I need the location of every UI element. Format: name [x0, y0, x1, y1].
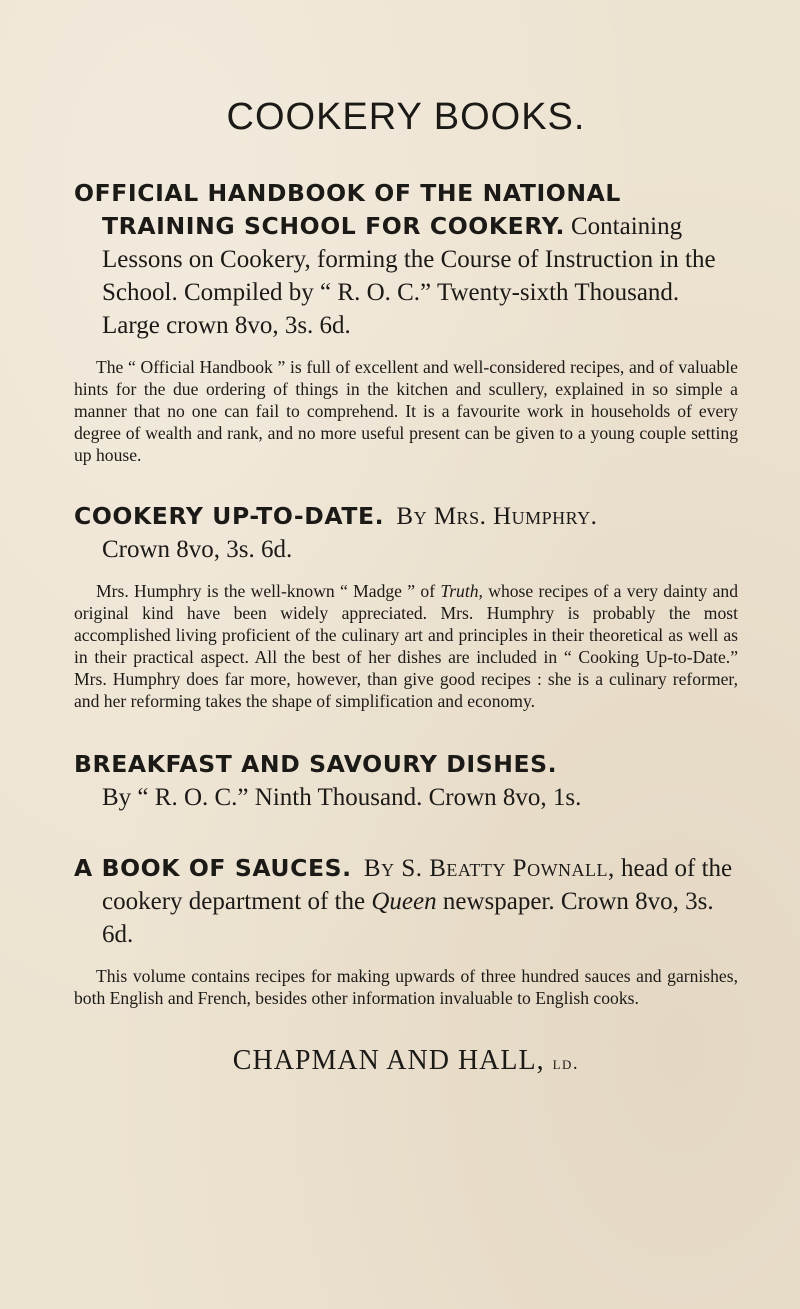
- entry-heading: [74, 748, 738, 814]
- entry-heading: [74, 852, 738, 951]
- review-text-start: Mrs. Humphry is the well-known “ Madge ” of: [96, 581, 441, 601]
- book-title: BREAKFAST AND SAVOURY DISHES.: [74, 750, 558, 778]
- book-author: By S. Beatty Pownall,: [363, 855, 615, 882]
- entry-heading: [74, 500, 738, 566]
- book-entry-cookery-up-to-date: [74, 500, 738, 712]
- book-description-end: newspaper. Crown 8vo, 3s. 6d.: [102, 888, 714, 948]
- review-publication-name: Truth,: [440, 581, 483, 601]
- book-author: By Mrs. Humphry.: [396, 503, 598, 530]
- entry-heading: [74, 177, 738, 342]
- publisher-name: CHAPMAN AND HALL,: [232, 1045, 545, 1076]
- book-title: OFFICIAL HANDBOOK OF THE NATIONAL TRAINING SCHOOL FOR COOKERY.: [74, 179, 622, 240]
- review-text-end: whose recipes of a very dainty and original kind have been widely appreciated. Mrs. Humphry is probably the most accomplished living proficient of the culinary art and principles in their theoretical as well as in their practical aspect. All the best of her dishes are included in “ Cooking Up-to-Date.” Mrs. Humphry does far more, however, than give good recipes : she is a culinary reformer, and her reforming takes the shape of simplification and economy.: [74, 581, 738, 711]
- book-entry-book-of-sauces: [74, 852, 738, 1009]
- book-title: A BOOK OF SAUCES.: [74, 854, 352, 882]
- book-description: By “ R. O. C.” Ninth Thousand. Crown 8vo, 1s.: [102, 784, 582, 811]
- book-description-publication: Queen: [371, 888, 437, 915]
- book-description: Crown 8vo, 3s. 6d.: [102, 536, 293, 563]
- publisher-imprint: [74, 1045, 738, 1077]
- book-entry-official-handbook: [74, 177, 738, 466]
- book-review: [74, 580, 738, 712]
- book-review: This volume contains recipes for making upwards of three hundred sauces and garnishes, both English and French, besides other information invaluable to English cooks.: [74, 966, 738, 1008]
- book-title: COOKERY UP-TO-DATE.: [74, 502, 385, 530]
- book-review: The “ Official Handbook ” is full of excellent and well-considered recipes, and of valuable hints for the due ordering of things in the kitchen and scullery, explained in so simple a manner that no one can fail to comprehend. It is a favourite work in households of every degree of wealth and rank, and no more useful present can be given to a young couple setting up house.: [74, 357, 738, 465]
- book-entry-breakfast-savoury: [74, 748, 738, 814]
- book-description: Containing Lessons on Cookery, forming the Course of Instruction in the School. Compiled by “ R. O. C.” Twenty-sixth Thousand. Large crown 8vo, 3s. 6d.: [102, 213, 716, 339]
- publisher-suffix: ld.: [552, 1053, 580, 1074]
- page-title: COOKERY BOOKS.: [226, 96, 586, 138]
- book-description-start: head of the cookery department of the: [102, 855, 733, 915]
